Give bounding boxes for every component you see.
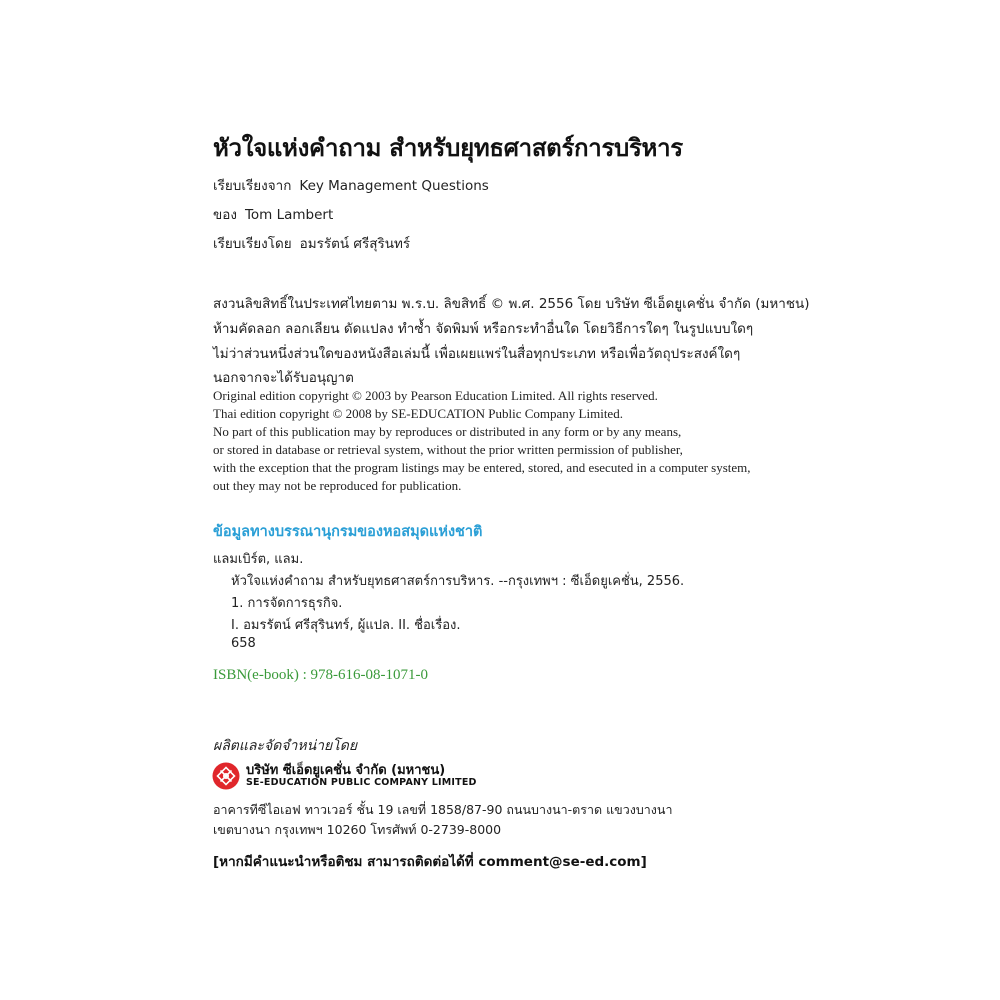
publisher-name-thai: บริษัท ซีเอ็ดยูเคชั่น จำกัด (มหาชน) bbox=[246, 763, 446, 779]
translator-name: อมรรัตน์ ศรีสุรินทร์ bbox=[299, 236, 411, 252]
contact-line: [หากมีคำแนะนำหรือติชม สามารถติดต่อได้ที่ comment@se-ed.com] bbox=[213, 854, 647, 870]
english-copyright-line-2: Thai edition copyright © 2008 by SE-EDUCATION Public Company Limited. bbox=[213, 406, 623, 421]
author-name: Tom Lambert bbox=[244, 207, 334, 223]
translator-label: เรียบเรียงโดย bbox=[213, 236, 292, 252]
book-title: หัวใจแห่งคำถาม สำหรับยุทธศาสตร์การบริหาร bbox=[213, 134, 683, 162]
cip-author-entry: แลมเบิร์ต, แลม. bbox=[213, 552, 304, 567]
english-copyright-line-3: No part of this publication may by reproduces or distributed in any form or by any means, bbox=[213, 424, 682, 439]
english-copyright-line-4: or stored in database or retrieval system, without the prior written permission of publisher, bbox=[213, 442, 683, 457]
by-label: ของ bbox=[213, 207, 237, 223]
english-copyright-line-1: Original edition copyright © 2003 by Pearson Education Limited. All rights reserved. bbox=[213, 388, 658, 403]
cip-heading: ข้อมูลทางบรรณานุกรมของหอสมุดแห่งชาติ bbox=[213, 524, 483, 540]
publisher-address-line-1: อาคารทีซีไอเอฟ ทาวเวอร์ ชั้น 19 เลขที่ 1858/87-90 ถนนบางนา-ตราด แขวงบางนา bbox=[213, 802, 673, 817]
isbn: ISBN(e-book) : 978-616-08-1071-0 bbox=[213, 667, 428, 683]
compiled-from-line bbox=[213, 174, 489, 196]
publisher-name-block bbox=[246, 764, 477, 788]
publisher-logo-block bbox=[212, 762, 477, 790]
cip-title-entry: หัวใจแห่งคำถาม สำหรับยุทธศาสตร์การบริหาร. --กรุงเทพฯ : ซีเอ็ดยูเคชั่น, 2556. bbox=[231, 574, 685, 589]
publisher-address-line-2: เขตบางนา กรุงเทพฯ 10260 โทรศัพท์ 0-2739-8000 bbox=[213, 822, 502, 837]
english-copyright-line-5: with the exception that the program listings may be entered, stored, and esecuted in a computer system, bbox=[213, 460, 751, 475]
cip-class-number: 658 bbox=[231, 636, 256, 651]
original-title: Key Management Questions bbox=[299, 178, 489, 194]
cip-added-entries: I. อมรรัตน์ ศรีสุรินทร์, ผู้แปล. II. ชื่อเรื่อง. bbox=[231, 618, 461, 633]
publisher-name-english: SE-EDUCATION PUBLIC COMPANY LIMITED bbox=[246, 776, 477, 788]
thai-copyright-line-1: สงวนลิขสิทธิ์ในประเทศไทยตาม พ.ร.บ. ลิขสิทธิ์ © พ.ศ. 2556 โดย บริษัท ซีเอ็ดยูเคชั่น จำกัด (มหาชน) bbox=[213, 296, 810, 312]
cip-subject: 1. การจัดการธุรกิจ. bbox=[231, 596, 343, 611]
thai-copyright-line-2: ห้ามคัดลอก ลอกเลียน ดัดแปลง ทำซ้ำ จัดพิมพ์ หรือกระทำอื่นใด โดยวิธีการใดๆ ในรูปแบบใดๆ bbox=[213, 321, 754, 337]
se-ed-logo-icon bbox=[212, 762, 240, 790]
english-copyright-line-6: out they may not be reproduced for publication. bbox=[213, 478, 462, 493]
thai-copyright-line-4: นอกจากจะได้รับอนุญาต bbox=[213, 370, 354, 386]
thai-copyright-line-3: ไม่ว่าส่วนหนึ่งส่วนใดของหนังสือเล่มนี้ เพื่อเผยแพร่ในสื่อทุกประเภท หรือเพื่อวัตถุประสงค์ใดๆ bbox=[213, 346, 741, 362]
author-line bbox=[213, 203, 333, 225]
produced-by-label: ผลิตและจัดจำหน่ายโดย bbox=[213, 738, 358, 754]
compiled-from-label: เรียบเรียงจาก bbox=[213, 178, 292, 194]
translator-line bbox=[213, 232, 410, 254]
